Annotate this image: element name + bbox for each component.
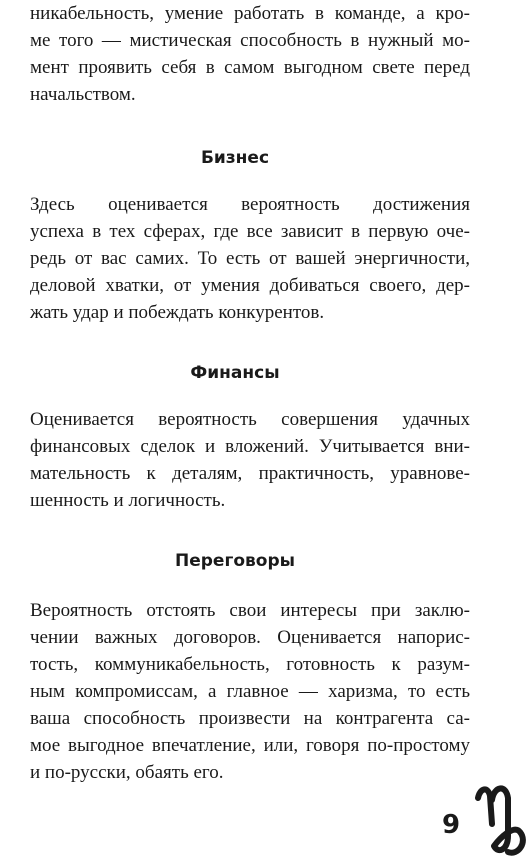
text-line: мент проявить себя в самом выгодном свете перед (30, 57, 470, 78)
section-heading-finance: Финансы (190, 363, 280, 383)
section-heading-negotiations: Переговоры (175, 551, 295, 571)
text-line: чении важных договоров. Оценивается напорис- (30, 627, 470, 648)
text-line: мательность к деталям, практичность, уравнове- (30, 463, 470, 484)
text-line: ваша способность произвести на контрагента са- (30, 708, 470, 729)
text-line: редь от вас самих. То есть от вашей энергичности, (30, 248, 470, 269)
text-line: Вероятность отстоять свои интересы при заклю- (30, 600, 470, 621)
section-heading-business: Бизнес (200, 148, 270, 168)
text-line: Оценивается вероятность совершения удачных (30, 409, 470, 430)
text-line: тость, коммуникабельность, готовность к разум- (30, 654, 470, 675)
text-line: финансовых сделок и вложений. Учитывается вни- (30, 436, 470, 457)
capricorn-icon (474, 780, 530, 860)
text-line: деловой хватки, от умения добиваться своего, дер- (30, 275, 470, 296)
text-line: шенность и логичность. (30, 490, 226, 511)
text-line: ме того — мистическая способность в нужный мо- (30, 30, 470, 51)
text-line: жать удар и побеждать конкурентов. (30, 302, 325, 323)
text-line: никабельность, умение работать в команде, а кро- (30, 3, 470, 24)
text-line: начальством. (30, 84, 136, 105)
text-line: Здесь оценивается вероятность достижения (30, 194, 470, 215)
page-number: 9 (442, 810, 461, 840)
text-line: и по-русски, обаять его. (30, 762, 224, 783)
text-line: мое выгодное впечатление, или, говоря по-простому (30, 735, 470, 756)
text-line: успеха в тех сферах, где все зависит в первую оче- (30, 221, 470, 242)
text-line: ным компромиссам, а главное — харизма, то есть (30, 681, 470, 702)
